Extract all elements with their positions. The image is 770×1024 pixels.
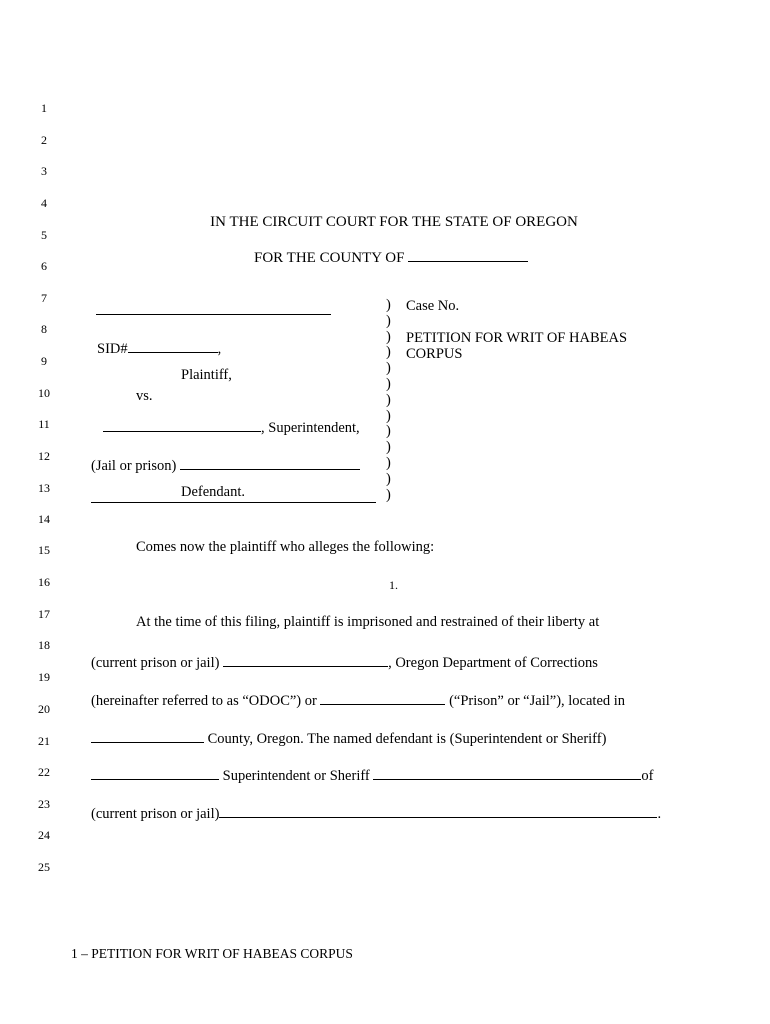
line-number: 4 [41,196,47,210]
jail-line [91,455,360,475]
superintendent-line [103,417,360,437]
line-number: 3 [41,164,47,178]
sid-line: SID# , [97,338,221,358]
petition-title-line-1: PETITION FOR WRIT OF HABEAS [406,330,628,346]
section-number: 1. [389,578,398,592]
line-number: 7 [41,291,47,305]
paragraph-line-1: At the time of this filing, plaintiff is imprisoned and restrained of their liberty at [136,614,600,630]
county-label: FOR THE COUNTY OF [254,250,405,266]
jail-blank[interactable] [180,455,360,470]
superintendent-name-blank[interactable] [373,765,641,780]
plaintiff-label: Plaintiff, [181,367,232,383]
petition-title-line-2: CORPUS [406,346,463,362]
line-number: 23 [38,797,50,811]
paragraph-line-2 [91,652,598,672]
line-number: 25 [38,860,50,874]
superintendent-label: , Superintendent, [261,420,360,436]
line-number: 11 [38,417,50,431]
line-number: 2 [41,133,47,147]
defendant-label: Defendant. [181,484,246,500]
paragraph-line-3 [91,690,625,710]
line-number: 12 [38,449,50,463]
defendant-name-blank[interactable] [91,765,219,780]
line-number: 13 [38,481,50,495]
plaintiff-name-blank[interactable] [96,314,331,315]
county-line [254,247,528,267]
line-number: 20 [38,702,50,716]
intro-text: Comes now the plaintiff who alleges the following: [136,539,435,555]
page-footer: 1 – PETITION FOR WRIT OF HABEAS CORPUS [71,946,353,961]
line-number: 21 [38,734,50,748]
case-no-label: Case No. [406,298,460,314]
line-number: 14 [38,512,50,526]
superintendent-blank[interactable] [103,417,261,432]
line-number: 22 [38,765,50,779]
paragraph-line-4 [91,728,606,748]
current-prison-label-2: (current prison or jail) [91,806,220,822]
located-in-text: (“Prison” or “Jail”), located in [449,693,626,709]
current-prison-blank[interactable] [223,652,388,667]
current-prison-blank-2[interactable] [219,803,657,818]
county-name-blank[interactable] [91,728,204,743]
prison-or-jail-blank[interactable] [320,690,445,705]
line-number: 1 [41,101,47,115]
odoc-text: , Oregon Department of Corrections [388,655,598,671]
paragraph-line-5 [91,765,653,785]
line-number: 19 [38,670,50,684]
line-number: 24 [38,828,50,842]
superintendent-or-sheriff-text: Superintendent or Sheriff [222,768,370,784]
line-number: 10 [38,386,50,400]
caption-parentheses: ) ) ) ) ) ) ) ) ) ) ) ) ) [386,297,391,503]
line-number: 15 [38,543,50,557]
sid-blank[interactable] [128,338,218,353]
period-text: . [657,806,662,822]
jail-label: (Jail or prison) [91,458,177,474]
line-number: 6 [41,259,47,273]
hereinafter-text: (hereinafter referred to as “ODOC”) or [91,693,317,709]
county-oregon-text: County, Oregon. The named defendant is (Superintendent or Sheriff) [207,731,607,747]
defendant-rule [91,502,376,503]
sid-label: SID# [97,341,128,357]
county-blank[interactable] [408,247,528,262]
current-prison-label: (current prison or jail) [91,655,220,671]
court-title: IN THE CIRCUIT COURT FOR THE STATE OF OREGON [210,214,578,230]
line-number: 17 [38,607,50,621]
line-number: 16 [38,575,50,589]
paragraph-line-6 [91,803,661,823]
line-number: 18 [38,638,50,652]
vs-label: vs. [136,388,153,404]
line-number: 9 [41,354,47,368]
line-number: 5 [41,228,47,242]
line-number: 8 [41,322,47,336]
of-text: of [641,768,654,784]
